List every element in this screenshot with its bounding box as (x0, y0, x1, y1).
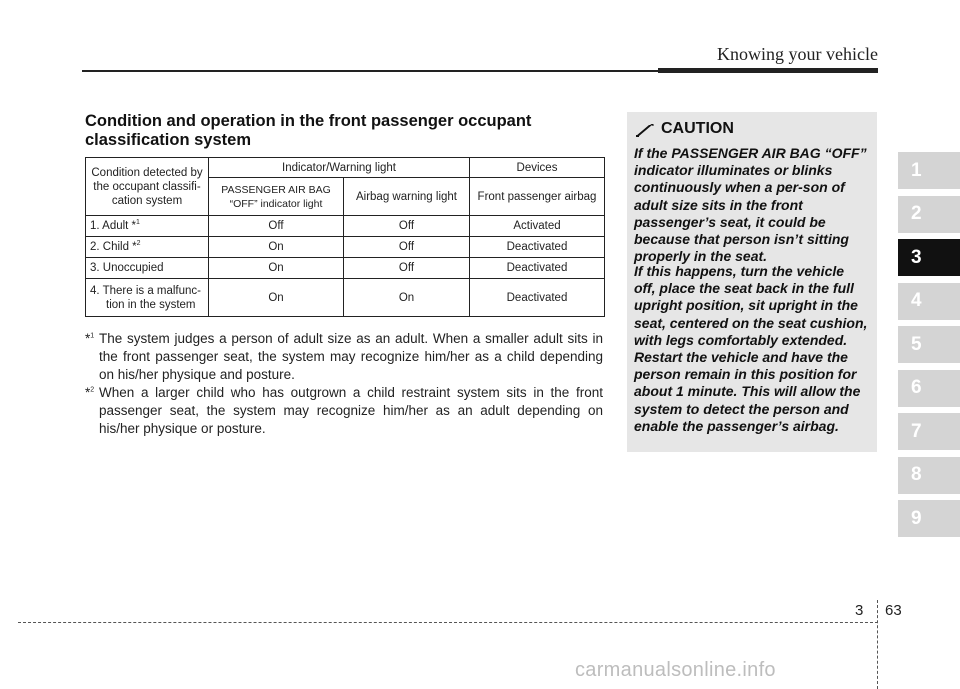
row-warning: On (344, 279, 470, 317)
header-rule-accent (658, 68, 878, 73)
row-warning: Off (344, 237, 470, 258)
row-pab-off: On (209, 258, 344, 279)
table-row (86, 237, 605, 258)
chapter-tab[interactable]: 6 (898, 370, 960, 407)
chapter-tab-active[interactable]: 3 (898, 239, 960, 276)
row-condition: 1. Adult *$^1$ (86, 216, 209, 237)
section-heading: Condition and operation in the front passenger occupant classification system (85, 112, 532, 149)
table-row (86, 216, 605, 237)
table-header-indicator: Indicator/Warning light (209, 158, 470, 178)
chapter-tab[interactable]: 9 (898, 500, 960, 537)
chapter-tabs (898, 152, 960, 544)
chapter-tab[interactable]: 8 (898, 457, 960, 494)
chapter-tab[interactable]: 1 (898, 152, 960, 189)
footnote-text: When a larger child who has outgrown a child restraint system sits in the front passenger seat, the system may recognize him/her as an adult depending on his/her physique or posture. (99, 385, 603, 436)
row-airbag: Activated (470, 216, 605, 237)
table-header-front-airbag: Front passenger airbag (470, 178, 605, 216)
row-pab-off: On (209, 279, 344, 317)
off-indicator-label: “OFF” indicator light (229, 197, 323, 210)
caution-paragraph: If this happens, turn the vehicle off, place the seat back in the full upright position, sit upright in the seat, centered on the seat cushion, with legs comfortably extended. Restart the vehicle and have the person remain in this position for about 1 minute. This will allow the system to detect the person and enable the passenger’s airbag. (634, 263, 868, 434)
table-row (86, 258, 605, 279)
footnote-text: The system judges a person of adult size as an adult. When a smaller adult sits in the front passenger seat, the system may recognize him/her as a child depending on his/her physique and posture. (99, 331, 603, 382)
footnote-2 (85, 384, 603, 438)
pab-label: PASSENGER AIR BAG (221, 183, 331, 196)
table-row (86, 279, 605, 317)
caution-paragraph: If the PASSENGER AIR BAG “OFF” indicator illuminates or blinks continuously when a per-son of adult size sits in the front passenger’s seat, it could be because that person isn’t sitting properly in the seat. (634, 145, 867, 265)
row-pab-off: Off (209, 216, 344, 237)
row-airbag: Deactivated (470, 237, 605, 258)
table-header-devices: Devices (470, 158, 605, 178)
occupant-classification-table (85, 157, 605, 317)
table-header-pab-off (209, 178, 344, 216)
row-condition: 2. Child *$^2$ (86, 237, 209, 258)
footnote-marker: *$^2$ (85, 385, 95, 400)
footer-rule (18, 622, 878, 623)
footnote-marker: *$^1$ (85, 331, 95, 346)
chapter-tab[interactable]: 2 (898, 196, 960, 233)
row-condition: 4. There is a malfunc- tion in the system (86, 279, 209, 317)
watermark: carmanualsonline.info (575, 659, 776, 681)
chapter-tab[interactable]: 7 (898, 413, 960, 450)
chapter-tab[interactable]: 4 (898, 283, 960, 320)
caution-title: CAUTION (661, 120, 734, 137)
header-title: Knowing your vehicle (717, 44, 878, 64)
chapter-number: 3 (855, 602, 864, 619)
row-pab-off: On (209, 237, 344, 258)
footer-divider (877, 600, 878, 689)
table-header-airbag-warning: Airbag warning light (344, 178, 470, 216)
table-header-condition: Condition detected by the occupant classifi-cation system (86, 158, 209, 216)
chapter-tab[interactable]: 5 (898, 326, 960, 363)
row-warning: Off (344, 216, 470, 237)
row-airbag: Deactivated (470, 258, 605, 279)
row-condition: 3. Unoccupied (86, 258, 209, 279)
pencil-warning-icon (635, 123, 655, 137)
row-airbag: Deactivated (470, 279, 605, 317)
page-number: 63 (885, 602, 902, 619)
row-warning: Off (344, 258, 470, 279)
footnote-1 (85, 330, 603, 384)
